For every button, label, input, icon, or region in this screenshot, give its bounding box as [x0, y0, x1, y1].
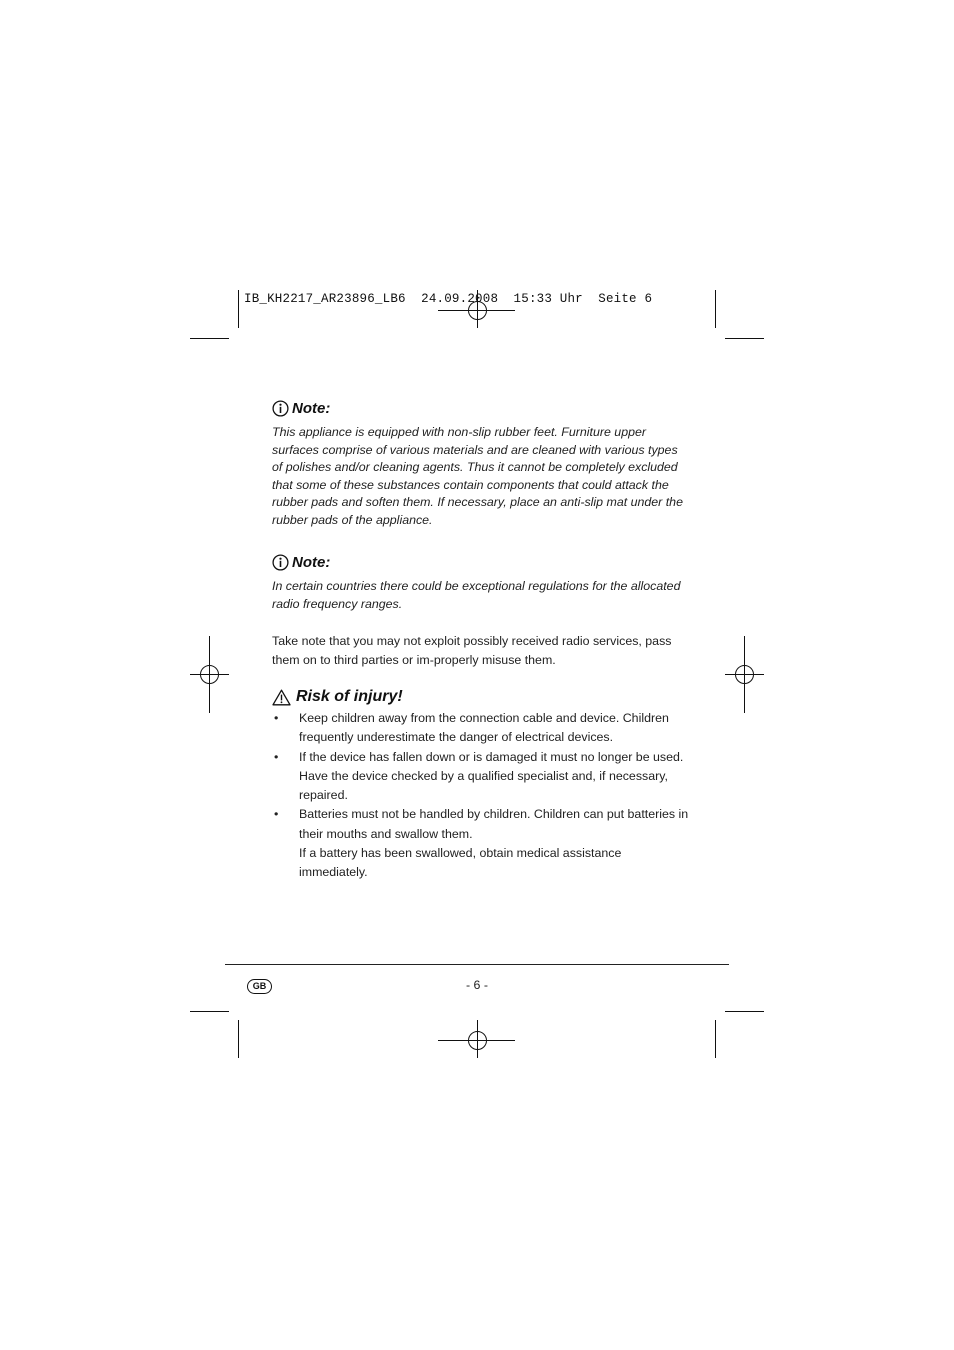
registration-mark-left [190, 636, 229, 713]
registration-mark-bottom [438, 1020, 515, 1058]
note-text: In certain countries there could be exceptional regulations for the allocated radio frequency ranges. [272, 579, 681, 611]
risk-heading [272, 688, 403, 706]
bullet-symbol: • [274, 749, 279, 764]
registration-mark-right [725, 636, 764, 713]
note-title: Note: [292, 400, 331, 417]
radio-services-paragraph: Take note that you may not exploit possibly received radio services, pass them on to third parties or im-properly misuse them. [272, 634, 672, 668]
list-item-text: If the device has fallen down or is damaged it must no longer be used. Have the device checked by a qualified specialist and, if necessary, repaired. [299, 749, 684, 803]
list-item [272, 748, 692, 806]
page-number: - 6 - [465, 978, 489, 992]
warning-icon [272, 689, 291, 706]
note-heading [272, 554, 330, 571]
list-item [272, 805, 692, 882]
list-item-text: Keep children away from the connection cable and device. Children frequently underestimate the danger of electrical devices. [299, 711, 669, 745]
info-icon [272, 554, 289, 571]
note-text: This appliance is equipped with non-slip rubber feet. Furniture upper surfaces comprise of various materials and are cleaned with various types of polishes and/or cleaning agents. Thus it cannot be completely excluded that some of these substances contain components that could attack the rubber pads and soften them. If necessary, place an anti-slip mat under the rubber pads of the appliance. [272, 425, 683, 527]
list-item [272, 709, 692, 748]
risk-title: Risk of injury! [296, 688, 403, 705]
list-item-text: Batteries must not be handled by children. Children can put batteries in their mouths and swallow them. [299, 807, 689, 841]
info-icon [272, 400, 289, 417]
print-slug-line: IB_KH2217_AR23896_LB6 24.09.2008 15:33 Uhr Seite 6 [244, 292, 653, 306]
list-item-subtext: If a battery has been swallowed, obtain medical assistance immediately. [299, 846, 622, 880]
bullet-symbol: • [274, 807, 279, 822]
note-title: Note: [292, 554, 331, 571]
bullet-symbol: • [274, 711, 279, 725]
note-heading [272, 400, 330, 417]
language-badge: GB [247, 979, 272, 994]
footer-divider [225, 964, 729, 965]
risk-list [272, 709, 692, 883]
